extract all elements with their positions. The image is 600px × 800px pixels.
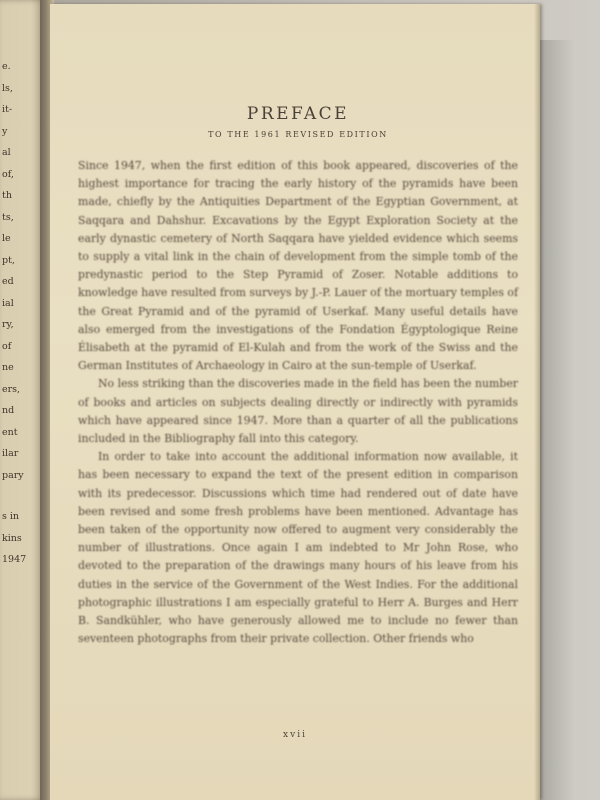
left-page-text-fragment: 1947 [2, 555, 27, 565]
left-page-edge [0, 0, 44, 800]
left-page-text-fragment: le [2, 234, 11, 244]
paragraph-1: Since 1947, when the first edition of this book appeared, discoveries of the highest importance for tracing the early history of the pyramids have been made, chiefly by the Antiquities Department of the Egyptian Government, at Saqqara and Dahshur. Excavations by the Egypt Exploration Society at the early dynastic cemetery of North Saqqara have yielded evidence which seems to supply a vital link in the chain of development from the simple tomb of the predynastic period to the Step Pyramid of Zoser. Notable additions to knowledge have resulted from surveys by J.-P. Lauer of the mortuary temples of the Great Pyramid and of the pyramid of Userkaf. Many useful details have also emerged from the investigations of the Fondation Égyptologique Reine Élisabeth at the pyramid of El-Kulah and from the work of the Swiss and the German Institutes of Archaeology in Cairo at the sun-temple of Userkaf. [78, 159, 518, 373]
right-page [50, 4, 540, 800]
left-page-text-fragment: th [2, 191, 12, 201]
paragraph-3: In order to take into account the additional information now available, it has been necessary to expand the text of the present edition in comparison with its predecessor. Discussions which time had rendered out of date have been revised and some fresh problems have been mentioned. Advantage has been taken of the opportunity now offered to augment very considerably the number of illustrations. Once again I am indebted to Mr John Rose, who devoted to the preparation of the drawings many hours of his leave from his duties in the service of the Government of the West Indies. For the additional photographic illustrations I am especially grateful to Herr A. Burges and Herr B. Sandkühler, who have generously allowed me to include no fewer than seventeen photographs from their private collection. Other friends who [78, 450, 518, 646]
page-number: xvii [283, 730, 307, 740]
left-page-text-fragment: ls, [2, 83, 13, 93]
left-page-text-fragment: y [2, 126, 8, 136]
left-page-text-fragment: ne [2, 363, 14, 373]
left-page-text-fragment: ent [2, 427, 18, 437]
page-edge-shade [534, 4, 540, 800]
page-content [78, 104, 518, 648]
left-page-text-fragment: of [2, 341, 12, 351]
left-page-text-fragment: pary [2, 470, 24, 480]
left-page-text-fragment: ers, [2, 384, 21, 394]
left-page-text-fragment: al [2, 148, 11, 158]
left-page-text-fragment: ial [2, 298, 14, 308]
left-page-text-fragment: ts, [2, 212, 14, 222]
left-page-text-fragment: kins [2, 533, 22, 543]
left-page-text-fragment: ry, [2, 320, 14, 330]
left-page-text-fragment: it- [2, 105, 13, 115]
left-page-text-fragment: ilar [2, 449, 19, 459]
left-page-text-fragment: e. [2, 62, 11, 72]
paragraph-2: No less striking than the discoveries made in the field has been the number of books and articles on subjects dealing directly or indirectly with pyramids which have appeared since 1947. More than a quarter of all the publications included in the Bibliography fall into this category. [78, 377, 518, 446]
preface-body [78, 157, 518, 648]
left-page-text-fragment: of, [2, 169, 14, 179]
page-subtitle: TO THE 1961 REVISED EDITION [208, 130, 388, 139]
left-page-text-fragment: s in [2, 512, 20, 522]
left-page-text-fragment: nd [2, 406, 15, 416]
left-page-text-fragment: ed [2, 277, 14, 287]
left-page-text-fragment: pt, [2, 255, 15, 265]
page-title: PREFACE [246, 104, 350, 124]
